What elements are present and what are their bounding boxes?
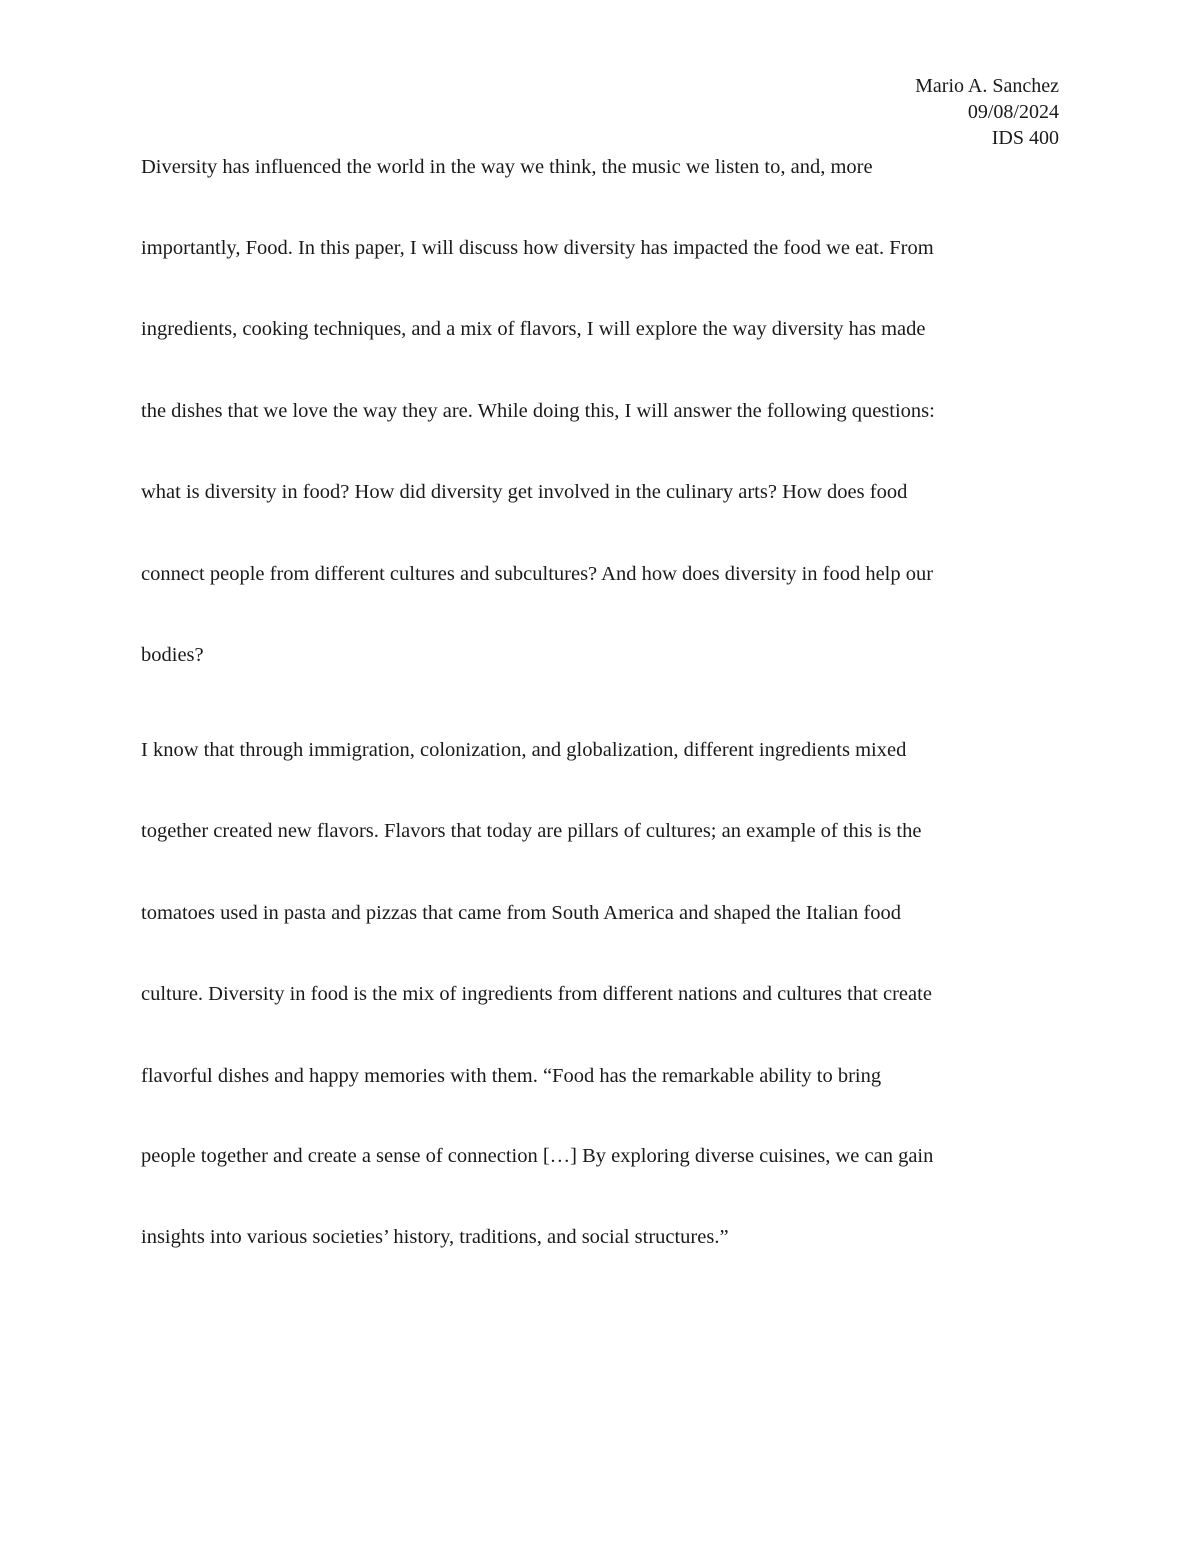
text-line: bodies? [141,644,204,666]
text-line: the dishes that we love the way they are. While doing this, I will answer the following questions: [141,400,935,422]
text-line: Diversity has influenced the world in the way we think, the music we listen to, and, more [141,156,873,178]
date: 09/08/2024 [967,101,1059,123]
course-code: IDS 400 [991,127,1059,149]
text-line: I know that through immigration, colonization, and globalization, different ingredients mixed [141,739,907,761]
text-line: flavorful dishes and happy memories with them. “Food has the remarkable ability to bring [141,1065,882,1087]
text-line: tomatoes used in pasta and pizzas that came from South America and shaped the Italian food [141,902,901,924]
text-line: insights into various societies’ history, traditions, and social structures.” [141,1226,729,1248]
author-name: Mario A. Sanchez [915,75,1059,97]
text-line: culture. Diversity in food is the mix of ingredients from different nations and cultures that create [141,983,932,1005]
text-line: ingredients, cooking techniques, and a mix of flavors, I will explore the way diversity has made [141,318,926,340]
text-line: importantly, Food. In this paper, I will discuss how diversity has impacted the food we eat. From [141,237,934,259]
text-line: what is diversity in food? How did diversity get involved in the culinary arts? How does food [141,481,908,503]
header-block [915,73,1059,151]
text-line: together created new flavors. Flavors that today are pillars of cultures; an example of this is the [141,820,922,842]
text-line: people together and create a sense of connection […] By exploring diverse cuisines, we can gain [141,1145,934,1167]
text-line: connect people from different cultures and subcultures? And how does diversity in food help our [141,563,934,585]
